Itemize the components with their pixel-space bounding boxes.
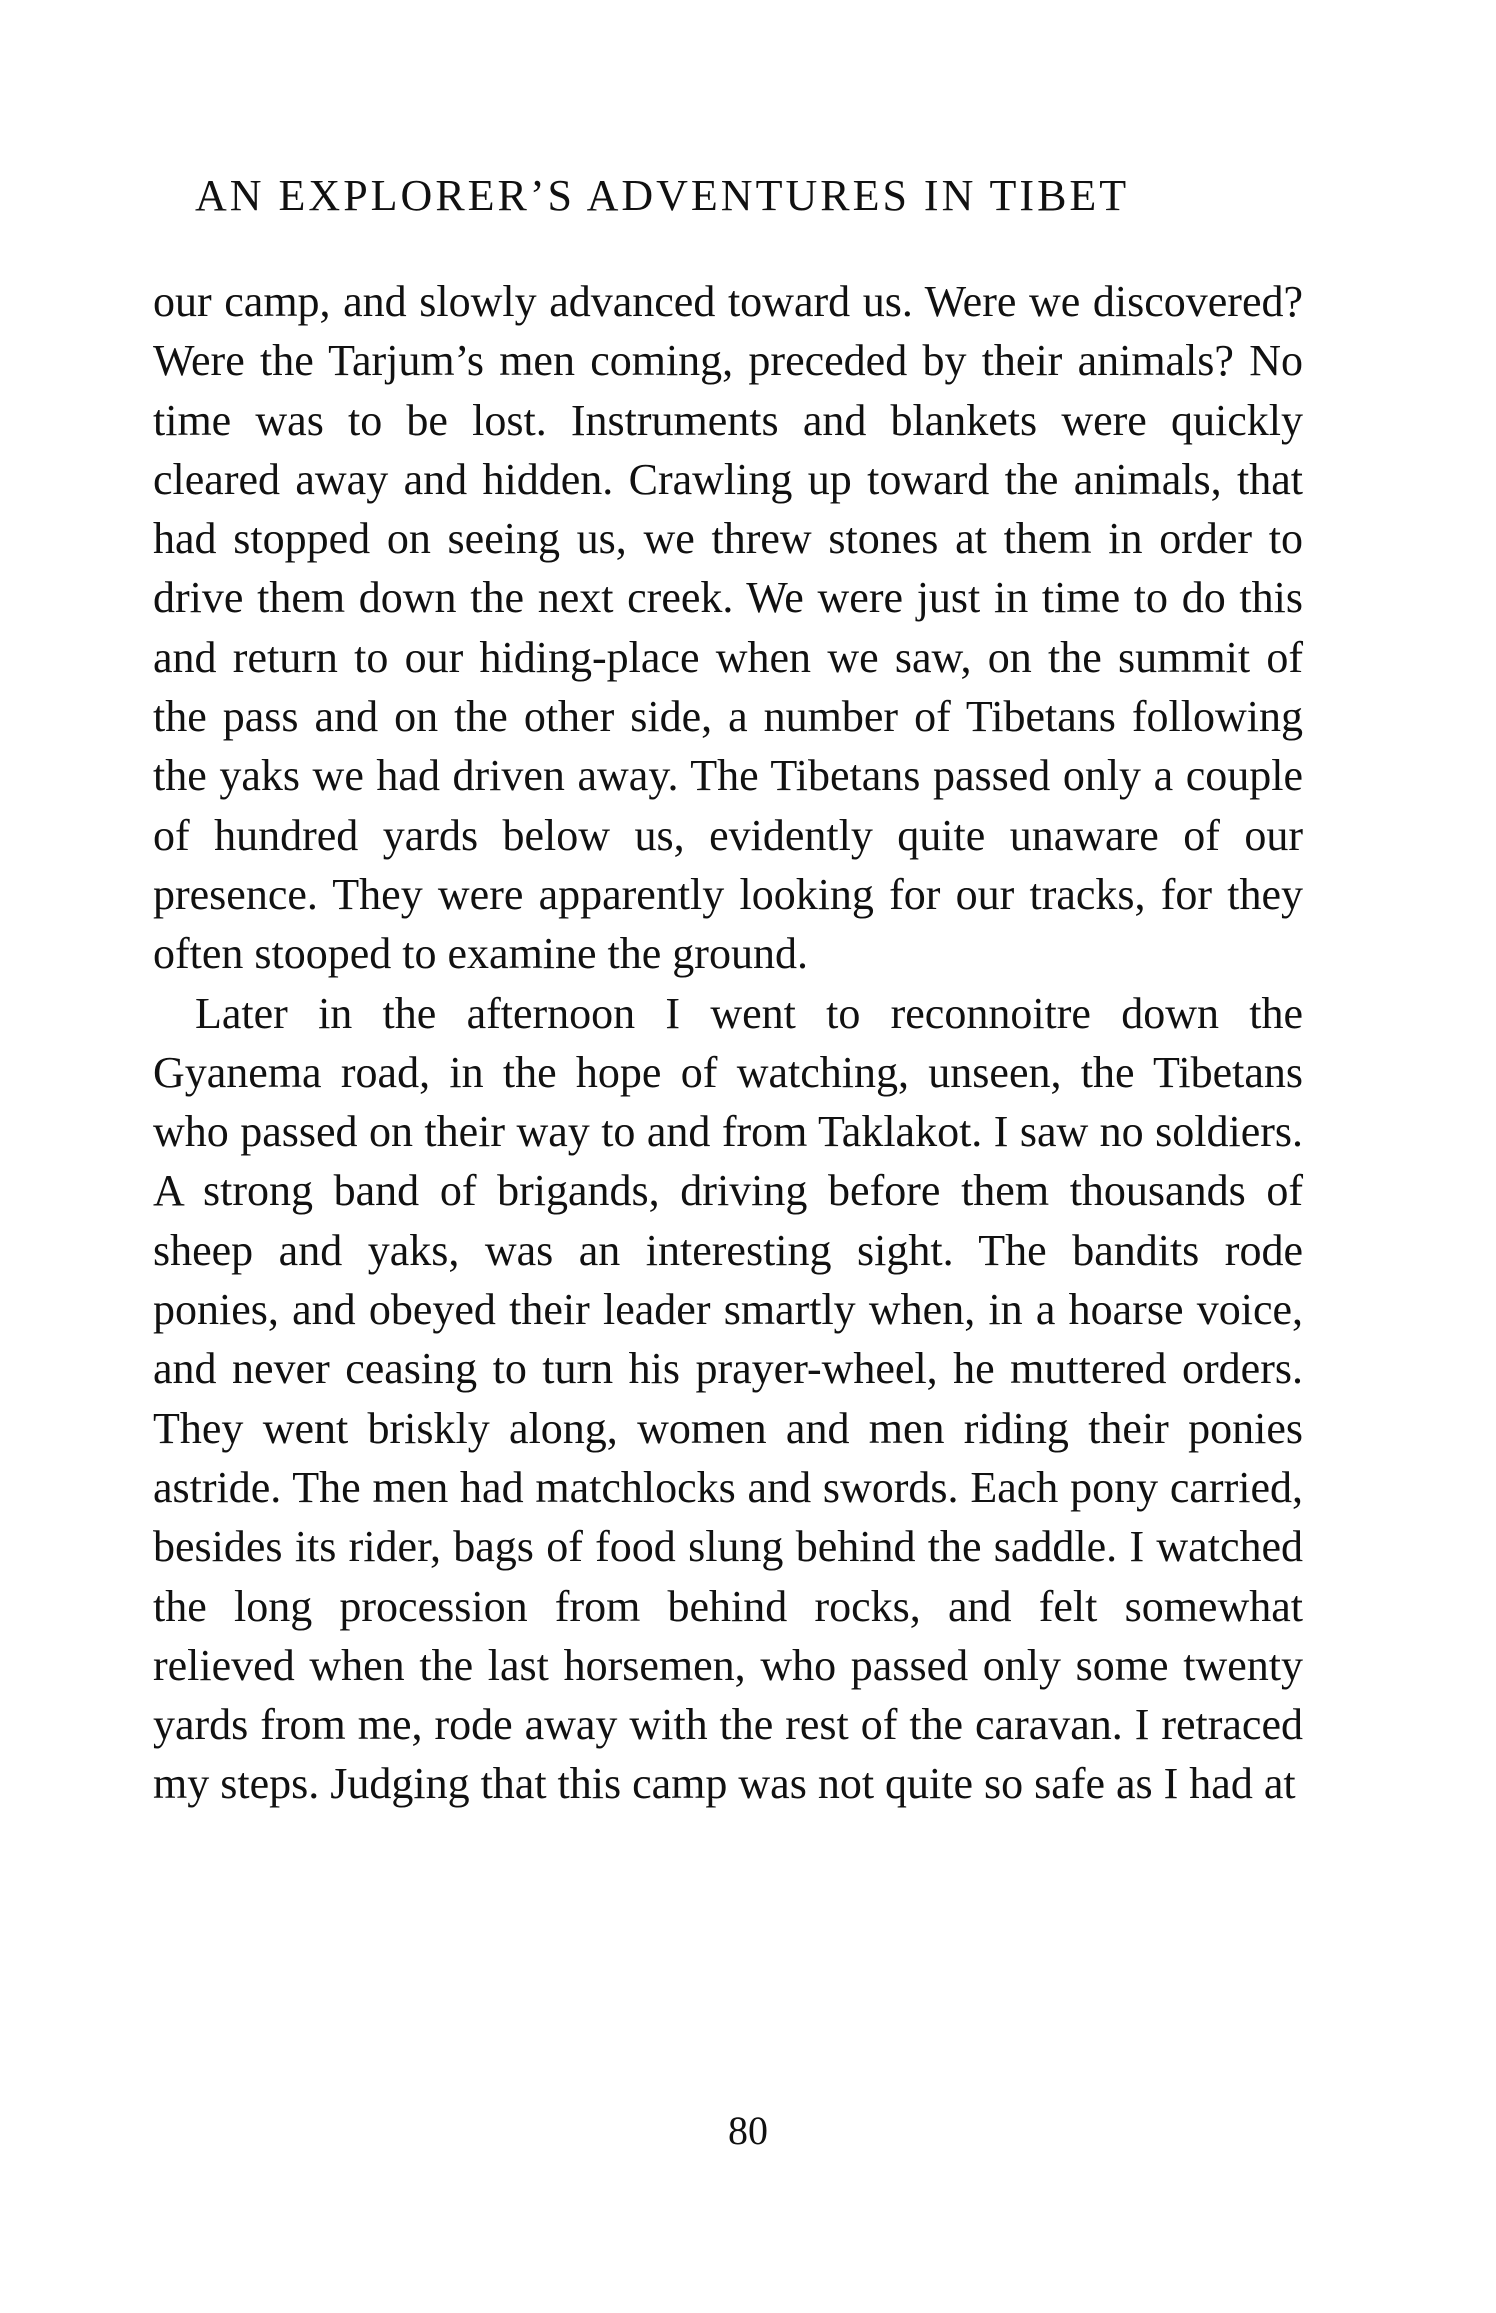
paragraph: Later in the afternoon I went to reconnoitre down the Gyanema road, in the hope of watching, unseen, the Tibetans who passed on their way to and from Taklakot. I saw no soldiers. A strong band of brigands, driving before them thousands of sheep and yaks, was an interesting sight. The bandits rode ponies, and obeyed their leader smartly when, in a hoarse voice, and never ceasing to turn his prayer-wheel, he muttered orders. They went briskly along, women and men riding their ponies astride. The men had matchlocks and swords. Each pony carried, besides its rider, bags of food slung behind the saddle. I watched the long procession from behind rocks, and felt somewhat relieved when the last horsemen, who passed only some twenty yards from me, rode away with the rest of the caravan. I retraced my steps. Judging that this camp was not quite so safe as I had at xyxy=(153,988,1303,1809)
paragraph-continuation: our camp, and slowly advanced toward us. Were we discovered? Were the Tarjum’s men coming, preceded by their animals? No time was to be lost. Instruments and blankets were quickly cleared away and hidden. Crawling up toward the animals, that had stopped on seeing us, we threw stones at them in order to drive them down the next creek. We were just in time to do this and return to our hiding-place when we saw, on the summit of the pass and on the other side, a number of Tibetans following the yaks we had driven away. The Tibetans passed only a couple of hundred yards below us, evidently quite unaware of our presence. They were apparently looking for our tracks, for they often stooped to examine the ground. xyxy=(153,277,1303,979)
body-text xyxy=(153,272,1303,1814)
page-number: 80 xyxy=(728,2108,768,2153)
running-head: AN EXPLORER’S ADVENTURES IN TIBET xyxy=(195,171,1130,220)
